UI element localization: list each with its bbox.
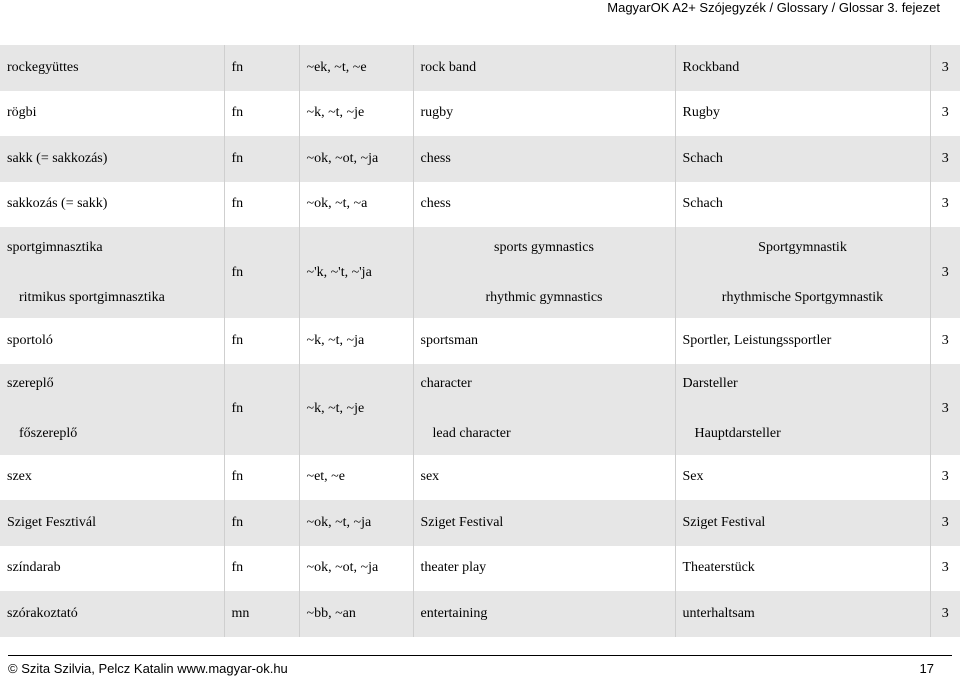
english-translation: sports gymnastics — [494, 239, 594, 255]
english-subtranslation: lead character — [432, 426, 511, 441]
english-translation: sex — [413, 455, 675, 501]
english-translation-cell — [413, 227, 675, 318]
word-forms: ~ok, ~ot, ~ja — [299, 136, 413, 182]
english-translation: Sziget Festival — [413, 500, 675, 546]
german-translation-cell — [675, 364, 930, 455]
english-translation: rock band — [413, 45, 675, 91]
hungarian-term: Sziget Fesztivál — [0, 500, 224, 546]
part-of-speech: fn — [224, 455, 299, 501]
part-of-speech: fn — [224, 136, 299, 182]
hungarian-term: szereplő — [7, 376, 54, 391]
hungarian-term-cell — [0, 227, 224, 318]
english-translation: chess — [413, 136, 675, 182]
page-number: 17 — [919, 661, 934, 676]
german-translation: Schach — [675, 136, 930, 182]
part-of-speech: fn — [224, 45, 299, 91]
german-translation: Rockband — [675, 45, 930, 91]
english-translation: theater play — [413, 546, 675, 592]
table-row — [0, 227, 960, 318]
english-translation: rugby — [413, 91, 675, 137]
hungarian-term: színdarab — [0, 546, 224, 592]
table-row — [0, 318, 960, 364]
chapter-number: 3 — [930, 227, 960, 318]
german-translation: Darsteller — [682, 376, 738, 391]
chapter-number: 3 — [930, 45, 960, 91]
part-of-speech: fn — [224, 182, 299, 228]
german-subtranslation: rhythmische Sportgymnastik — [721, 289, 884, 305]
part-of-speech: fn — [224, 318, 299, 364]
table-row — [0, 546, 960, 592]
german-translation: Theaterstück — [675, 546, 930, 592]
chapter-number: 3 — [930, 546, 960, 592]
chapter-number: 3 — [930, 318, 960, 364]
chapter-number: 3 — [930, 136, 960, 182]
english-subtranslation: rhythmic gymnastics — [485, 289, 603, 305]
english-translation-cell — [413, 364, 675, 455]
footer-copyright: © Szita Szilvia, Pelcz Katalin www.magyar-ok.hu — [8, 661, 288, 676]
part-of-speech: mn — [224, 591, 299, 637]
part-of-speech: fn — [224, 546, 299, 592]
hungarian-term: sportgimnasztika — [7, 239, 103, 255]
german-translation: unterhaltsam — [675, 591, 930, 637]
german-translation: Sportler, Leistungssportler — [675, 318, 930, 364]
german-translation: Schach — [675, 182, 930, 228]
english-translation: entertaining — [413, 591, 675, 637]
english-translation: character — [420, 376, 472, 391]
word-forms: ~ok, ~ot, ~ja — [299, 546, 413, 592]
table-row — [0, 364, 960, 455]
german-translation: Rugby — [675, 91, 930, 137]
hungarian-term: sakkozás (= sakk) — [0, 182, 224, 228]
hungarian-term: rögbi — [0, 91, 224, 137]
english-translation: chess — [413, 182, 675, 228]
word-forms: ~ek, ~t, ~e — [299, 45, 413, 91]
hungarian-term: sakk (= sakkozás) — [0, 136, 224, 182]
table-row — [0, 455, 960, 501]
word-forms: ~ok, ~t, ~a — [299, 182, 413, 228]
part-of-speech: fn — [224, 500, 299, 546]
part-of-speech: fn — [224, 227, 299, 318]
german-subtranslation: Hauptdarsteller — [694, 426, 781, 441]
german-translation-cell — [675, 227, 930, 318]
chapter-number: 3 — [930, 91, 960, 137]
chapter-number: 3 — [930, 591, 960, 637]
english-translation: sportsman — [413, 318, 675, 364]
table-row — [0, 591, 960, 637]
word-forms: ~'k, ~'t, ~'ja — [299, 227, 413, 318]
word-forms: ~et, ~e — [299, 455, 413, 501]
word-forms: ~bb, ~an — [299, 591, 413, 637]
page-footer — [8, 655, 952, 674]
table-row — [0, 500, 960, 546]
table-row — [0, 45, 960, 91]
word-forms: ~k, ~t, ~je — [299, 364, 413, 455]
table-row — [0, 182, 960, 228]
hungarian-subterm: főszereplő — [19, 426, 78, 441]
hungarian-term-cell — [0, 364, 224, 455]
german-translation: Sziget Festival — [675, 500, 930, 546]
hungarian-term: szex — [0, 455, 224, 501]
glossary-table — [0, 45, 960, 637]
word-forms: ~ok, ~t, ~ja — [299, 500, 413, 546]
chapter-number: 3 — [930, 364, 960, 455]
hungarian-subterm: ritmikus sportgimnasztika — [19, 289, 165, 305]
hungarian-term: sportoló — [0, 318, 224, 364]
part-of-speech: fn — [224, 364, 299, 455]
table-row — [0, 136, 960, 182]
word-forms: ~k, ~t, ~ja — [299, 318, 413, 364]
word-forms: ~k, ~t, ~je — [299, 91, 413, 137]
german-translation: Sex — [675, 455, 930, 501]
german-translation: Sportgymnastik — [758, 239, 847, 255]
chapter-number: 3 — [930, 182, 960, 228]
chapter-number: 3 — [930, 455, 960, 501]
hungarian-term: szórakoztató — [0, 591, 224, 637]
hungarian-term: rockegyüttes — [0, 45, 224, 91]
part-of-speech: fn — [224, 91, 299, 137]
page-header-title: MagyarOK A2+ Szójegyzék / Glossary / Glossar 3. fejezet — [607, 0, 940, 15]
table-row — [0, 91, 960, 137]
chapter-number: 3 — [930, 500, 960, 546]
